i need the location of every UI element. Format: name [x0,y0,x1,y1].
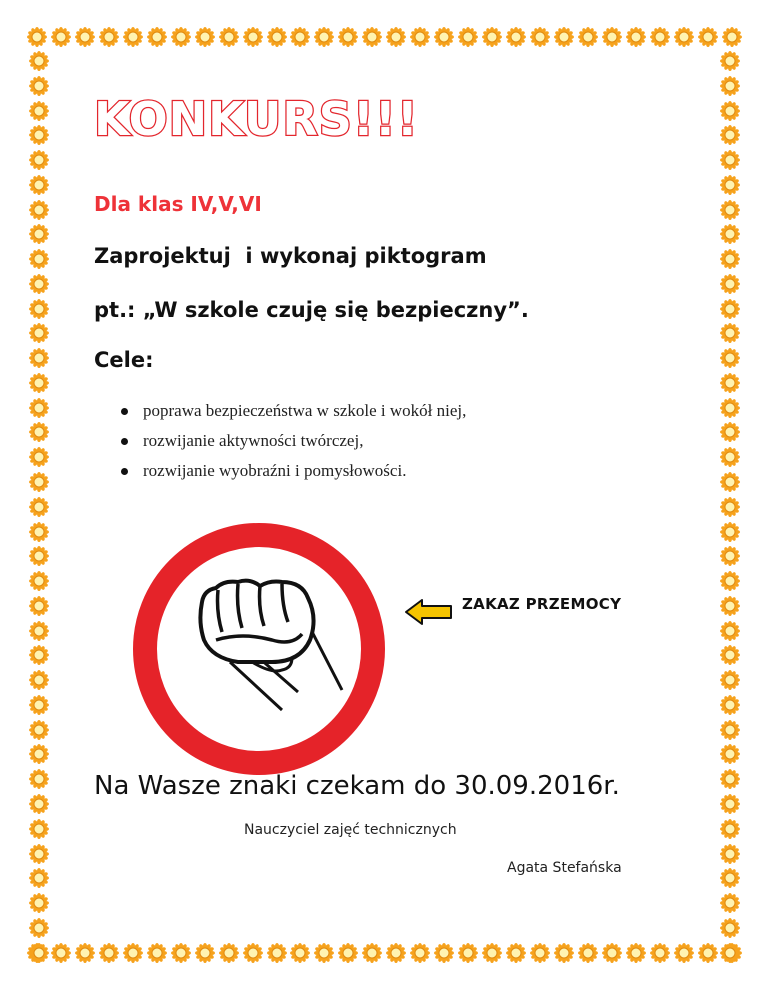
target-classes: Dla klas IV,V,VI [94,192,262,216]
goal-item: rozwijanie aktywności twórczej, [118,430,466,460]
deadline-text: Na Wasze znaki czekam do 30.09.2016r. [94,771,620,801]
left-arrow-icon [404,597,454,627]
poster-title: KONKURS!!! [94,92,419,146]
goal-item: rozwijanie wyobraźni i pomysłowości. [118,460,466,490]
goal-item: poprawa bezpieczeństwa w szkole i wokół niej, [118,400,466,430]
goals-list [118,400,466,490]
no-violence-fist-sign-icon [132,522,386,776]
author-name: Agata Stefańska [507,860,622,876]
teacher-role: Nauczyciel zajęć technicznych [244,822,457,838]
goals-heading: Cele: [94,348,154,372]
ban-label: ZAKAZ PRZEMOCY [462,595,622,613]
task-line-2: pt.: „W szkole czuję się bezpieczny”. [94,298,529,322]
task-line-1: Zaprojektuj i wykonaj piktogram [94,244,487,268]
